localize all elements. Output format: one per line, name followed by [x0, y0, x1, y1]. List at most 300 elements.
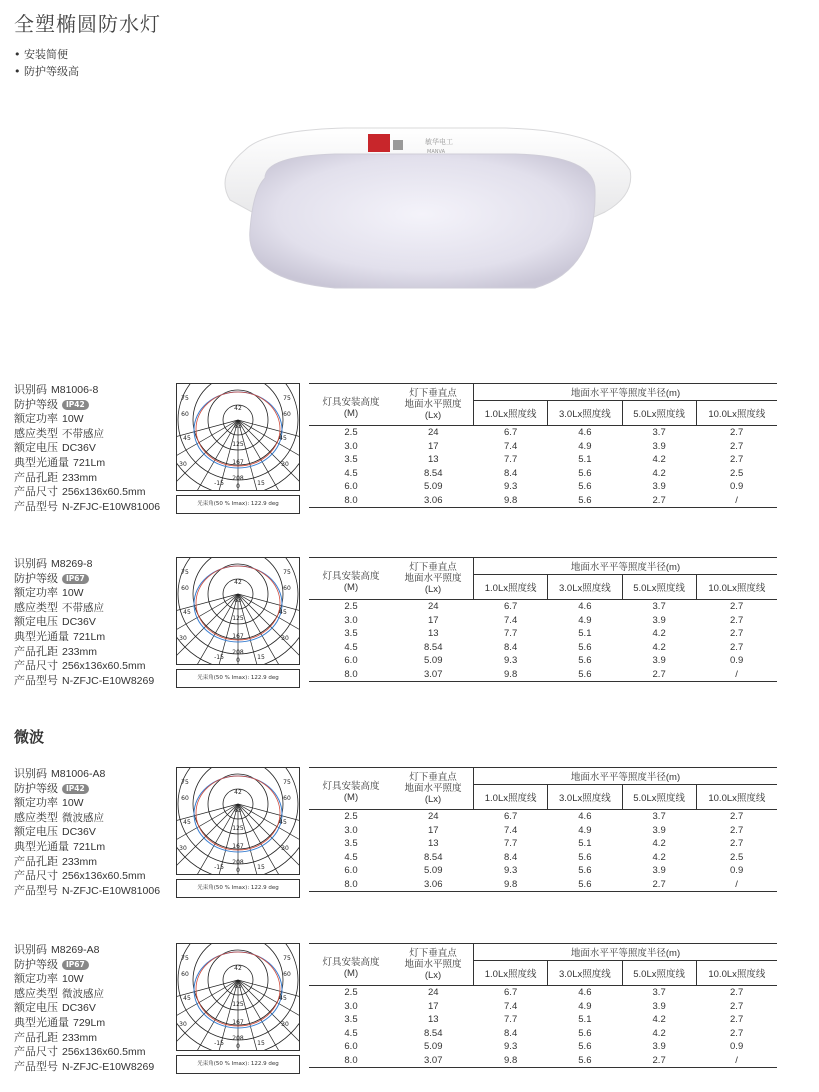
spec-row-voltage	[14, 615, 154, 630]
table-cell: 5.1	[578, 838, 592, 849]
polar-label: 42	[234, 789, 242, 796]
spec-row-cutout	[14, 471, 160, 486]
table-row	[309, 494, 777, 508]
table-cell: 4.9	[578, 824, 592, 836]
col-lx-3: 10.0Lx照度线	[696, 785, 777, 810]
table-cell: 9.3	[504, 865, 518, 876]
table-row	[309, 1000, 777, 1014]
spec-label: 识别码	[14, 943, 47, 956]
spec-label: 产品尺寸	[14, 869, 58, 883]
col-radius: 地面水平平等照度半径(m)	[474, 384, 778, 401]
polar-label: 60	[283, 971, 291, 978]
table-cell: 8.4	[504, 641, 518, 653]
table-cell: 4.2	[652, 1014, 666, 1025]
polar-label: 60	[181, 971, 189, 978]
table-cell: 3.06	[393, 494, 474, 508]
polar-diagram	[176, 383, 300, 491]
table-row	[309, 878, 777, 892]
table-cell: 4.9	[578, 440, 592, 452]
polar-label: 60	[181, 585, 189, 592]
polar-label: 45	[183, 609, 191, 616]
table-cell: 2.5	[344, 427, 358, 438]
product-block	[0, 943, 819, 1083]
col-lx-2: 5.0Lx照度线	[622, 575, 696, 600]
spec-value: 10W	[62, 587, 84, 600]
table-cell: 3.5	[344, 838, 358, 849]
table-cell: 2.7	[730, 641, 744, 653]
col-height: 灯具安装高度 (M)	[309, 768, 393, 810]
spec-value: N-ZFJC-E10W81006	[62, 884, 161, 897]
table-cell: 24	[427, 427, 439, 438]
table-cell: 4.6	[578, 987, 592, 998]
spec-row-flux	[14, 840, 160, 855]
table-cell: 2.7	[730, 987, 744, 998]
spec-label: 产品孔距	[14, 644, 58, 658]
spec-row-model	[14, 500, 160, 515]
spec-label: 产品尺寸	[14, 659, 58, 673]
table-cell: 4.2	[652, 838, 666, 849]
col-radius: 地面水平平等照度半径(m)	[474, 558, 778, 575]
polar-spoke	[238, 804, 299, 829]
polar-label: 167	[232, 459, 244, 466]
spec-row-model	[14, 884, 160, 899]
spec-row-voltage	[14, 1001, 154, 1016]
table-cell: 2.7	[730, 601, 744, 612]
table-cell: 5.6	[578, 1041, 592, 1052]
spec-row-code	[14, 767, 160, 782]
spec-label: 感应类型	[14, 600, 58, 614]
table-cell: 5.09	[424, 481, 443, 492]
table-row	[309, 668, 777, 682]
spec-row-flux	[14, 456, 160, 471]
spec-value: 10W	[62, 973, 84, 986]
spec-row-flux	[14, 1016, 154, 1031]
col-lx-1: 3.0Lx照度线	[548, 785, 622, 810]
polar-label: 167	[232, 1019, 244, 1026]
table-row	[309, 641, 777, 655]
polar-label: 167	[232, 633, 244, 640]
table-cell: 2.7	[622, 878, 696, 892]
spec-list	[14, 767, 160, 898]
table-row	[309, 453, 777, 467]
col-lx-0: 1.0Lx照度线	[474, 401, 548, 426]
product-block	[0, 557, 819, 697]
table-cell: 3.0	[344, 1000, 358, 1012]
table-cell: 5.1	[578, 454, 592, 465]
table-cell: 8.54	[424, 641, 443, 653]
polar-label: 83	[234, 423, 242, 430]
table-cell: 2.7	[730, 427, 744, 438]
col-lx-1: 3.0Lx照度线	[548, 961, 622, 986]
spec-value: 721Lm	[73, 840, 106, 853]
table-cell: 8.4	[504, 467, 518, 479]
polar-label: 42	[234, 965, 242, 972]
illuminance-table	[309, 557, 777, 682]
spec-row-power	[14, 586, 154, 601]
polar-label: 208	[232, 859, 244, 866]
spec-value: 256x136x60.5mm	[62, 870, 146, 883]
spec-label: 感应类型	[14, 810, 58, 824]
table-cell: 3.9	[652, 1000, 666, 1012]
table-cell: 8.0	[309, 878, 393, 892]
polar-spoke	[238, 804, 299, 853]
col-lx-3: 10.0Lx照度线	[696, 401, 777, 426]
table-cell: 7.7	[504, 628, 518, 639]
table-cell: 17	[427, 440, 439, 452]
col-lux: 灯下垂直点 地面水平照度 (Lx)	[393, 944, 474, 986]
spec-row-sensor	[14, 811, 160, 826]
feature-item: • 安装简便	[14, 46, 79, 63]
spec-row-sensor	[14, 601, 154, 616]
polar-diagram	[176, 557, 300, 665]
spec-row-model	[14, 674, 154, 689]
spec-value: M81006-8	[51, 384, 99, 396]
table-cell: 6.7	[504, 601, 518, 612]
spec-label: 产品型号	[14, 673, 58, 687]
spec-label: 产品尺寸	[14, 1045, 58, 1059]
table-cell: 3.07	[393, 1054, 474, 1068]
polar-label: 45	[279, 435, 287, 442]
spec-list	[14, 943, 154, 1074]
spec-value: 721Lm	[73, 630, 106, 643]
beam-angle: 光束角(50 % Imax): 122.9 deg	[176, 669, 300, 688]
polar-label: 30	[179, 845, 187, 852]
spec-label: 防护等级	[14, 781, 58, 795]
spec-value: 256x136x60.5mm	[62, 1046, 146, 1059]
illuminance-table	[309, 943, 777, 1068]
polar-label: 208	[232, 649, 244, 656]
spec-row-voltage	[14, 441, 160, 456]
spec-value: DC36V	[62, 826, 96, 839]
table-cell: 5.09	[424, 865, 443, 876]
table-cell: 5.1	[578, 1014, 592, 1025]
table-cell: 2.7	[730, 1027, 744, 1039]
table-cell: 0.9	[730, 1041, 744, 1052]
table-cell: 5.6	[548, 878, 622, 892]
table-cell: 2.7	[730, 440, 744, 452]
spec-label: 额定电压	[14, 441, 58, 455]
polar-label: 125	[232, 615, 244, 622]
spec-value: M81006-A8	[51, 768, 106, 780]
table-cell: 5.6	[578, 481, 592, 492]
table-cell: 5.09	[424, 1041, 443, 1052]
spec-label: 典型光通量	[14, 1015, 69, 1029]
col-lx-2: 5.0Lx照度线	[622, 401, 696, 426]
polar-label: 42	[234, 579, 242, 586]
table-cell: 0.9	[730, 655, 744, 666]
spec-row-size	[14, 869, 160, 884]
polar-label: 167	[232, 843, 244, 850]
col-height: 灯具安装高度 (M)	[309, 384, 393, 426]
table-cell: 2.7	[730, 614, 744, 626]
table-cell: 6.7	[504, 427, 518, 438]
polar-label: -15	[214, 654, 224, 661]
spec-list	[14, 383, 160, 514]
table-cell: 13	[427, 1014, 439, 1025]
spec-label: 产品孔距	[14, 1030, 58, 1044]
table-cell: 3.0	[344, 824, 358, 836]
polar-label: 15	[257, 1040, 265, 1047]
polar-label: 125	[232, 825, 244, 832]
spec-label: 额定功率	[14, 412, 58, 426]
beam-angle: 光束角(50 % Imax): 122.9 deg	[176, 879, 300, 898]
spec-value: 不带感应	[62, 601, 104, 614]
table-row	[309, 600, 777, 614]
polar-label: 15	[257, 480, 265, 487]
polar-label: 60	[283, 795, 291, 802]
polar-label: 208	[232, 475, 244, 482]
polar-label: 75	[283, 955, 291, 962]
table-cell: 2.7	[622, 1054, 696, 1068]
spec-value: 721Lm	[73, 456, 106, 469]
spec-label: 感应类型	[14, 986, 58, 1000]
polar-diagram	[176, 943, 300, 1051]
table-cell: 24	[427, 987, 439, 998]
table-row	[309, 824, 777, 838]
table-cell: /	[696, 668, 777, 682]
table-cell: /	[696, 1054, 777, 1068]
polar-label: 45	[183, 819, 191, 826]
table-row	[309, 986, 777, 1000]
table-cell: /	[696, 494, 777, 508]
spec-label: 产品孔距	[14, 854, 58, 868]
spec-label: 防护等级	[14, 571, 58, 585]
brand-cn: 敏华电工	[425, 138, 453, 146]
polar-label: 208	[232, 1035, 244, 1042]
table-cell: 5.6	[548, 668, 622, 682]
product-block	[0, 767, 819, 907]
table-cell: 5.6	[548, 494, 622, 508]
polar-curve-chart	[177, 768, 299, 874]
col-lux: 灯下垂直点 地面水平照度 (Lx)	[393, 558, 474, 600]
product-block	[0, 383, 819, 523]
table-cell: 8.54	[424, 1027, 443, 1039]
spec-row-power	[14, 412, 160, 427]
table-cell: 3.0	[344, 614, 358, 626]
polar-label: 30	[281, 635, 289, 642]
table-cell: 5.6	[578, 655, 592, 666]
polar-curve-chart	[177, 558, 299, 664]
polar-label: 45	[279, 609, 287, 616]
spec-label: 典型光通量	[14, 455, 69, 469]
col-lux: 灯下垂直点 地面水平照度 (Lx)	[393, 384, 474, 426]
table-cell: 3.0	[344, 440, 358, 452]
spec-row-sensor	[14, 427, 160, 442]
col-lx-3: 10.0Lx照度线	[696, 575, 777, 600]
spec-label: 防护等级	[14, 397, 58, 411]
spec-label: 额定功率	[14, 586, 58, 600]
polar-label: 45	[183, 995, 191, 1002]
spec-row-ip	[14, 398, 160, 413]
table-cell: 3.07	[393, 668, 474, 682]
polar-curve-chart	[177, 384, 299, 490]
spec-value: 微波感应	[62, 987, 104, 1000]
polar-label: 75	[283, 395, 291, 402]
polar-curve-chart	[177, 944, 299, 1050]
table-cell: 13	[427, 838, 439, 849]
col-lx-2: 5.0Lx照度线	[622, 785, 696, 810]
polar-label: 60	[181, 795, 189, 802]
spec-value: DC36V	[62, 442, 96, 455]
table-cell: 24	[427, 601, 439, 612]
table-cell: 4.9	[578, 614, 592, 626]
table-cell: 8.54	[424, 467, 443, 479]
ip-badge: IP67	[62, 574, 89, 584]
table-cell: 9.3	[504, 1041, 518, 1052]
table-cell: 4.6	[578, 601, 592, 612]
polar-label: 0	[236, 1043, 240, 1050]
table-cell: 2.5	[344, 987, 358, 998]
table-row	[309, 810, 777, 824]
table-cell: 0.9	[730, 481, 744, 492]
polar-label: 0	[236, 657, 240, 664]
spec-value: DC36V	[62, 1002, 96, 1015]
spec-row-size	[14, 1045, 154, 1060]
table-cell: 3.5	[344, 1014, 358, 1025]
polar-label: -15	[214, 480, 224, 487]
polar-label: 75	[181, 569, 189, 576]
polar-label: 45	[279, 819, 287, 826]
table-cell: 5.1	[578, 628, 592, 639]
table-cell: 3.7	[652, 601, 666, 612]
spec-list	[14, 557, 154, 688]
table-cell: 13	[427, 628, 439, 639]
spec-row-power	[14, 796, 160, 811]
spec-row-model	[14, 1060, 154, 1075]
table-cell: 5.6	[578, 641, 592, 653]
table-row	[309, 864, 777, 878]
table-cell: 6.0	[344, 1041, 358, 1052]
polar-label: 75	[181, 955, 189, 962]
illuminance-table	[309, 767, 777, 892]
spec-value: 不带感应	[62, 427, 104, 440]
table-row	[309, 614, 777, 628]
spec-label: 感应类型	[14, 426, 58, 440]
spec-label: 额定电压	[14, 825, 58, 839]
spec-row-sensor	[14, 987, 154, 1002]
polar-label: 42	[234, 405, 242, 412]
table-cell: 7.7	[504, 454, 518, 465]
spec-label: 防护等级	[14, 957, 58, 971]
polar-label: 30	[281, 845, 289, 852]
ip-badge: IP42	[62, 400, 89, 410]
spec-label: 产品型号	[14, 883, 58, 897]
spec-value: 10W	[62, 797, 84, 810]
table-cell: 2.7	[730, 824, 744, 836]
page-title: 全塑椭圆防水灯	[14, 12, 161, 36]
table-row	[309, 440, 777, 454]
spec-row-cutout	[14, 645, 154, 660]
spec-row-code	[14, 383, 160, 398]
table-cell: 3.9	[652, 481, 666, 492]
table-cell: 4.2	[652, 628, 666, 639]
table-cell: 3.9	[652, 614, 666, 626]
table-cell: 7.4	[504, 440, 518, 452]
table-cell: 3.7	[652, 987, 666, 998]
col-height: 灯具安装高度 (M)	[309, 944, 393, 986]
table-cell: 0.9	[730, 865, 744, 876]
spec-label: 产品型号	[14, 499, 58, 513]
table-cell: 4.2	[652, 1027, 666, 1039]
table-cell: 17	[427, 614, 439, 626]
table-cell: 4.5	[344, 641, 358, 653]
polar-spoke	[238, 980, 299, 1029]
table-cell: 2.5	[730, 851, 744, 863]
spec-value: N-ZFJC-E10W81006	[62, 500, 161, 513]
table-cell: 8.0	[309, 494, 393, 508]
spec-label: 识别码	[14, 383, 47, 396]
table-cell: 2.5	[344, 811, 358, 822]
table-row	[309, 467, 777, 481]
table-cell: 4.5	[344, 851, 358, 863]
table-cell: 4.2	[652, 641, 666, 653]
table-cell: 17	[427, 824, 439, 836]
spec-value: DC36V	[62, 616, 96, 629]
spec-label: 产品型号	[14, 1059, 58, 1073]
polar-label: 83	[234, 983, 242, 990]
table-cell: 6.0	[344, 865, 358, 876]
table-cell: 2.7	[730, 838, 744, 849]
col-lx-3: 10.0Lx照度线	[696, 961, 777, 986]
table-cell: 3.9	[652, 865, 666, 876]
polar-label: 30	[179, 1021, 187, 1028]
table-cell: 7.7	[504, 1014, 518, 1025]
spec-row-code	[14, 943, 154, 958]
polar-label: 0	[236, 867, 240, 874]
table-cell: 6.0	[344, 481, 358, 492]
table-cell: 5.6	[548, 1054, 622, 1068]
col-lx-2: 5.0Lx照度线	[622, 961, 696, 986]
table-cell: 2.7	[730, 1000, 744, 1012]
spec-value: 233mm	[62, 855, 98, 868]
table-cell: 6.0	[344, 655, 358, 666]
spec-label: 额定功率	[14, 796, 58, 810]
polar-label: 60	[181, 411, 189, 418]
table-cell: 5.09	[424, 655, 443, 666]
spec-value: M8269-A8	[51, 944, 100, 956]
beam-angle: 光束角(50 % Imax): 122.9 deg	[176, 1055, 300, 1074]
table-cell: 9.3	[504, 655, 518, 666]
table-cell: 5.6	[578, 851, 592, 863]
table-cell: 3.9	[652, 440, 666, 452]
polar-label: 45	[183, 435, 191, 442]
spec-label: 典型光通量	[14, 629, 69, 643]
spec-row-cutout	[14, 1031, 154, 1046]
spec-value: 233mm	[62, 1031, 98, 1044]
table-row	[309, 837, 777, 851]
spec-label: 额定电压	[14, 1001, 58, 1015]
table-cell: 9.8	[474, 878, 548, 892]
col-lux: 灯下垂直点 地面水平照度 (Lx)	[393, 768, 474, 810]
beam-angle: 光束角(50 % Imax): 122.9 deg	[176, 495, 300, 514]
section-title: 微波	[14, 728, 45, 746]
polar-label: 0	[236, 483, 240, 490]
polar-diagram	[176, 767, 300, 875]
ip-badge: IP67	[62, 960, 89, 970]
table-cell: 3.9	[652, 655, 666, 666]
spec-label: 识别码	[14, 557, 47, 570]
polar-label: 75	[283, 779, 291, 786]
table-cell: 2.7	[622, 494, 696, 508]
table-cell: 2.7	[622, 668, 696, 682]
polar-label: 30	[281, 461, 289, 468]
table-row	[309, 851, 777, 865]
col-radius: 地面水平平等照度半径(m)	[474, 944, 778, 961]
table-cell: 3.9	[652, 824, 666, 836]
table-cell: 3.5	[344, 454, 358, 465]
spec-label: 额定电压	[14, 615, 58, 629]
feature-item: • 防护等级高	[14, 63, 79, 80]
